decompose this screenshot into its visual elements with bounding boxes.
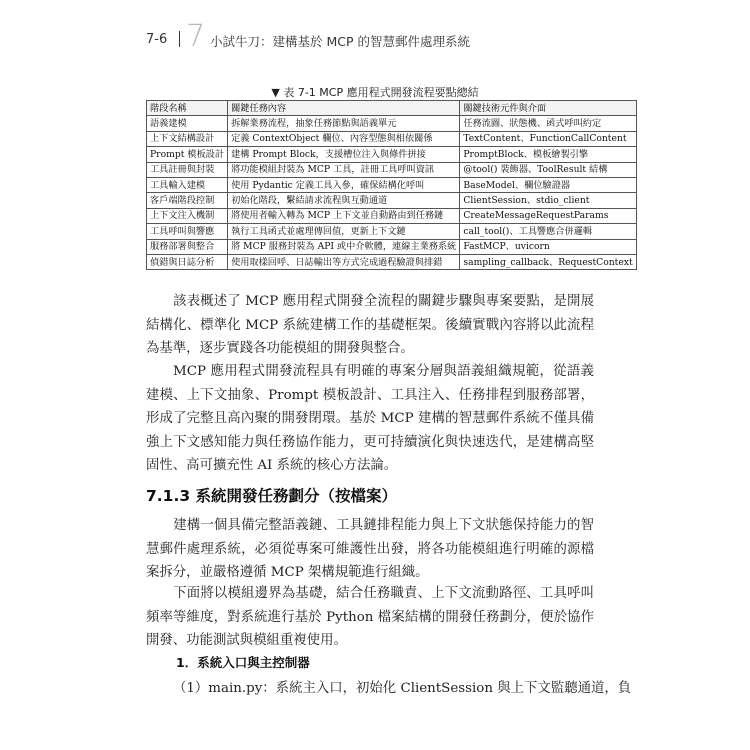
table-cell: 語義建模: [147, 116, 228, 131]
table-cell: 初始化階段，繫結請求流程與互動通道: [228, 193, 460, 208]
table-row: [147, 177, 637, 192]
page-number: 7-6: [146, 32, 168, 47]
table-cell: ClientSession、stdio_client: [460, 193, 636, 208]
paragraph-text: 下面將以模組邊界為基礎，結合任務職責、上下文流動路徑、工具呼叫頻率等維度，對系統進行基於 Python 檔案結構的開發任務劃分，便於協作開發、功能測試與模組重複使用。: [146, 586, 594, 649]
table-cell: 建構 Prompt Block，支援槽位注入與條件拼接: [228, 147, 460, 162]
section-heading: 7.1.3 系統開發任務劃分（按檔案）: [146, 487, 398, 505]
table-row: [147, 239, 637, 254]
column-header: 階段名稱: [147, 101, 228, 116]
subsection-heading: 1．系統入口與主控制器: [176, 655, 310, 670]
table-row: [147, 208, 637, 223]
paragraph-text: 該表概述了 MCP 應用程式開發全流程的關鍵步驟與專案要點，是開展結構化、標準化 MCP 系統建構工作的基礎框架。後續實戰內容將以此流程為基準，逐步實踐各功能模組的開發與整合。: [146, 294, 594, 357]
table-cell: sampling_callback、RequestContext: [460, 254, 636, 269]
chapter-number: 7: [186, 19, 206, 54]
table-cell: 任務流圖、狀態機、函式呼叫約定: [460, 116, 636, 131]
table-cell: 工具輸入建模: [147, 177, 228, 192]
summary-table: [146, 100, 637, 270]
table-cell: Prompt 模板設計: [147, 147, 228, 162]
table-cell: 工具註冊與封裝: [147, 162, 228, 177]
table-cell: 上下文注入機制: [147, 208, 228, 223]
table-header-row: [147, 101, 637, 116]
table-cell: 使用 Pydantic 定義工具入參，確保結構化呼叫: [228, 177, 460, 192]
table-cell: PromptBlock、模板繪製引擎: [460, 147, 636, 162]
table-cell: @tool() 裝飾器、ToolResult 結構: [460, 162, 636, 177]
chapter-title: 小試牛刀：建構基於 MCP 的智慧郵件處理系統: [210, 34, 470, 49]
table-cell: 執行工具函式並處理傳回值，更新上下文鏈: [228, 224, 460, 239]
table-row: [147, 147, 637, 162]
table-cell: 客戶端階段控制: [147, 193, 228, 208]
paragraph: [146, 360, 594, 478]
column-header: 關鍵任務內容: [228, 101, 460, 116]
column-header: 關鍵技術元件與介面: [460, 101, 636, 116]
table-cell: TextContent、FunctionCallContent: [460, 131, 636, 146]
paragraph: [146, 514, 594, 585]
table-cell: 將使用者輸入轉為 MCP 上下文並自動路由到任務鏈: [228, 208, 460, 223]
table-row: [147, 116, 637, 131]
table-cell: 偵錯與日誌分析: [147, 254, 228, 269]
table-row: [147, 193, 637, 208]
table-cell: 將功能模組封裝為 MCP 工具，註冊工具呼叫資訊: [228, 162, 460, 177]
paragraph: [146, 290, 594, 361]
table-cell: 上下文結構設計: [147, 131, 228, 146]
table-cell: 工具呼叫與響應: [147, 224, 228, 239]
table-cell: call_tool()、工具響應合併邏輯: [460, 224, 636, 239]
table-row: [147, 254, 637, 269]
paragraph-line: （1）main.py：系統主入口，初始化 ClientSession 與上下文監聽通道，負: [173, 681, 632, 696]
paragraph-text: MCP 應用程式開發流程具有明確的專案分層與語義組織規範，從語義建模、上下文抽象、Prompt 模板設計、工具注入、任務排程到服務部署，形成了完整且高內聚的開發閉環。基於 MCP 建構的智慧郵件系統不僅具備強上下文感知能力與任務協作能力，更可持續演化與快速迭代，是建構高堅固性、高可擴充性 AI 系統的核心方法論。: [146, 364, 594, 474]
table-row: [147, 162, 637, 177]
page-header: [146, 19, 606, 66]
table-row: [147, 224, 637, 239]
table-cell: 拆解業務流程，抽象任務節點與語義單元: [228, 116, 460, 131]
header-divider: [179, 31, 180, 47]
table-cell: 定義 ContextObject 欄位、內容型態與相依關係: [228, 131, 460, 146]
table-cell: 服務部署與整合: [147, 239, 228, 254]
table-cell: BaseModel、欄位驗證器: [460, 177, 636, 192]
table-cell: 將 MCP 服務封裝為 API 或中介軟體，連線主業務系統: [228, 239, 460, 254]
paragraph-text: 建構一個具備完整語義鏈、工具鏈排程能力與上下文狀態保持能力的智慧郵件處理系統，必須從專案可維護性出發，將各功能模組進行明確的源檔案拆分，並嚴格遵循 MCP 架構規範進行組織。: [146, 518, 594, 581]
table-cell: 使用取樣回呼、日誌輸出等方式完成過程驗證與排錯: [228, 254, 460, 269]
table-cell: CreateMessageRequestParams: [460, 208, 636, 223]
table-caption: ▼ 表 7-1 MCP 應用程式開發流程要點總結: [271, 86, 479, 99]
table-row: [147, 131, 637, 146]
table-cell: FastMCP、uvicorn: [460, 239, 636, 254]
paragraph: [146, 582, 594, 653]
